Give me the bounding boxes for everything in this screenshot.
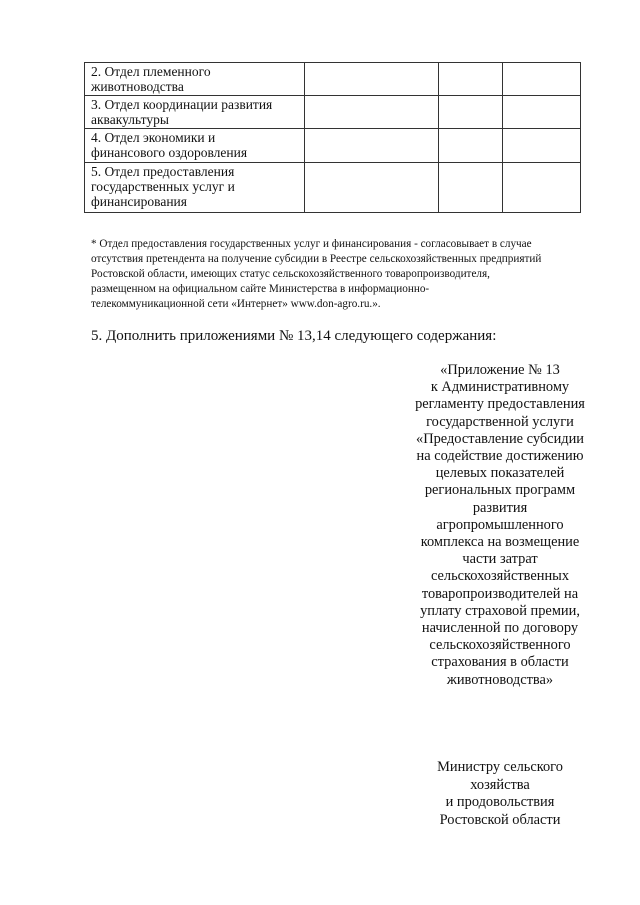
item-5-paragraph: 5. Дополнить приложениями № 13,14 следующего содержания: xyxy=(91,328,497,344)
appendix-line: «Приложение № 13 xyxy=(440,362,560,378)
appendix-line: к Административному xyxy=(430,379,570,396)
appendix-line: страхования в области xyxy=(431,654,569,671)
appendix-line: развития xyxy=(472,499,528,516)
addressee-block xyxy=(400,759,600,829)
approval-table xyxy=(84,62,581,213)
appendix-header xyxy=(400,362,600,689)
department-name: 3. Отдел координации развития аквакультуры xyxy=(91,97,273,127)
department-cell xyxy=(85,129,305,163)
table-row xyxy=(85,129,581,163)
appendix-line: начисленной по договору xyxy=(421,620,579,637)
appendix-line: региональных программ xyxy=(424,482,576,499)
table-cell xyxy=(439,96,503,129)
department-name: 5. Отдел предоставления государственных услуг и финансирования xyxy=(91,164,235,209)
department-name: 4. Отдел экономики и финансового оздоровления xyxy=(91,130,248,160)
appendix-line: части затрат xyxy=(462,551,538,568)
table-row xyxy=(85,163,581,213)
department-name: 2. Отдел племенного животноводства xyxy=(91,64,211,94)
appendix-line: сельскохозяйственных xyxy=(430,568,570,585)
appendix-line: сельскохозяйственного xyxy=(429,637,571,654)
footnote xyxy=(91,237,591,312)
appendix-line: уплату страховой премии, xyxy=(420,602,580,619)
department-cell xyxy=(85,163,305,213)
appendix-line: регламенту предоставления xyxy=(415,396,585,413)
appendix-line: целевых показателей xyxy=(435,465,565,482)
footnote-line: телекоммуникационной сети «Интернет» www.don-agro.ru.». xyxy=(91,298,381,310)
table-cell xyxy=(503,63,581,96)
footnote-line: * Отдел предоставления государственных услуг и финансирования - согласовывает в случае xyxy=(91,238,532,250)
table-cell xyxy=(439,129,503,163)
footnote-line: Ростовской области, имеющих статус сельскохозяйственного товаропроизводителя, xyxy=(91,268,490,280)
appendix-line: животноводства» xyxy=(446,671,554,688)
table-cell xyxy=(305,129,439,163)
table-cell xyxy=(503,163,581,213)
appendix-line: государственной услуги xyxy=(426,413,574,430)
appendix-line: «Предоставление субсидии xyxy=(416,430,584,447)
department-cell xyxy=(85,96,305,129)
table-cell xyxy=(503,96,581,129)
appendix-line: на содействие достижению xyxy=(416,448,584,465)
appendix-line: комплекса на возмещение xyxy=(420,534,580,551)
footnote-line: размещенном на официальном сайте Министерства в информационно- xyxy=(91,283,430,295)
addressee-line: Ростовской области xyxy=(439,811,561,828)
addressee-line: хозяйства xyxy=(470,776,530,793)
addressee-line: Министру сельского xyxy=(437,759,563,775)
table-row xyxy=(85,96,581,129)
table-cell xyxy=(305,63,439,96)
table-cell xyxy=(305,96,439,129)
addressee-line: и продовольствия xyxy=(445,794,555,811)
table-cell xyxy=(439,163,503,213)
table-cell xyxy=(439,63,503,96)
table-row xyxy=(85,63,581,96)
footnote-line: отсутствия претендента на получение субсидии в Реестре сельскохозяйственных предприятий xyxy=(91,253,542,265)
appendix-line: товаропроизводителей на xyxy=(421,585,579,602)
table-cell xyxy=(305,163,439,213)
appendix-line: агропромышленного xyxy=(436,516,564,533)
department-cell xyxy=(85,63,305,96)
table-cell xyxy=(503,129,581,163)
